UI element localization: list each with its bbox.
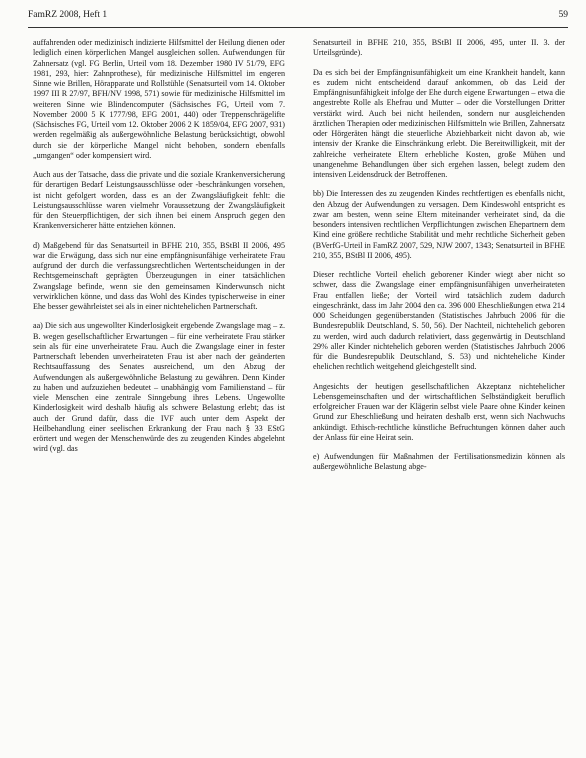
paragraph: d) Maßgebend für das Senatsurteil in BFHE 210, 355, BStBl II 2006, 495 war die Erwägung, dass sich nur eine empfängnisunfähige verheiratete Frau aufgrund der durch die verfassungsrechtlichen Wertentscheidungen in der Rechtsgemeinschaft geprägten Überzeugungen in einer tatsächlichen Zwangslage befinde, wenn sie den gemeinsamen Kinderwunsch nicht verwirklichen könne, und dass das Wohl des Kindes typischerweise in einer Ehe besser gewährleistet sei als in einer nichtehelichen Partnerschaft. xyxy=(33,240,285,311)
right-column xyxy=(313,38,565,473)
page-header xyxy=(28,10,568,26)
paragraph: aa) Die sich aus ungewollter Kinderlosigkeit ergebende Zwangslage mag – z. B. wegen gesellschaftlicher Erwartungen – für eine verheiratete Frau stärker sein als für eine unverheiratete Frau. Auch die Zwangslage einer in fester Partnerschaft lebenden unverheirateten Frau ist aber nach der geänderten Rechtsauffassung des Senates ausreichend, um den Abzug der Aufwendungen als außergewöhnliche Belastung zu gewähren. Denn Kinder zu haben und aufzuziehen bedeutet – unabhängig vom Familienstand – für viele Menschen eine zentrale Sinngebung ihres Lebens. Ungewollte Kinderlosigkeit wird deshalb häufig als schwere Belastung erlebt; das ist auch der Grund dafür, dass die IVF auch unter dem Aspekt der Heilbehandlung einer seelischen Erkrankung der Frau nach § 33 EStG erörtert und wegen der Menschenwürde des zu zeugenden Kindes abgelehnt wird (vgl. das xyxy=(33,321,285,454)
left-column xyxy=(33,38,285,455)
paragraph: Dieser rechtliche Vorteil ehelich geborener Kinder wiegt aber nicht so schwer, dass die Zwangslage einer empfängnisunfähigen unverheirateten Frau entfallen ließe; der Vorteil wird tatsächlich zudem dadurch eingeschränkt, dass im Jahr 2004 den ca. 396 000 Eheschließungen etwa 214 000 Scheidungen gegenüberstanden (Statistisches Jahrbuch 2006 für die Bundesrepublik Deutschland, S. 50, 56). Der Nachteil, nichtehelich geboren zu werden, wird auch dadurch relativiert, dass gegenwärtig in Deutschland 29% aller Kinder nichtehelich geboren werden (Statistisches Jahrbuch 2006 für die Bundesrepublik Deutschland, S. 53) und nichteheliche Kinder ehelichen rechtlich weitgehend gleichgestellt sind. xyxy=(313,270,565,372)
journal-reference: FamRZ 2008, Heft 1 xyxy=(28,10,108,20)
paragraph: Angesichts der heutigen gesellschaftlichen Akzeptanz nichtehelicher Lebensgemeinschaften und der wirtschaftlichen Selbständigkeit beruflich erfolgreicher Frauen war der Klägerin selbst viele Paare ohne Kinder keinen Grund zur Eheschließung und heiraten deshalb erst, wenn sich Nachwuchs ankündigt. Ethisch-rechtliche künstliche Befruchtungen können daher auch der Anlass für eine Heirat sein. xyxy=(313,381,565,442)
paragraph: Senatsurteil in BFHE 210, 355, BStBl II 2006, 495, unter II. 3. der Urteilsgründe). xyxy=(313,38,565,58)
paragraph: bb) Die Interessen des zu zeugenden Kindes rechtfertigen es ebenfalls nicht, den Abzug der Aufwendungen zu versagen. Dem Kindeswohl entspricht es zwar am besten, wenn seine Eltern miteinander verheiratet sind, da die besonders intensiven rechtlichen Verpflichtungen zwischen Ehepartnern dem Kind eine größere rechtliche Stabilität und mehr rechtliche Sicherheit geben (BVerfG-Urteil in FamRZ 2007, 529, NJW 2007, 1343; Senatsurteil in BFHE 210, 355, BStBl II 2006, 495). xyxy=(313,189,565,260)
paragraph: auffahrenden oder medizinisch indizierte Hilfsmittel der Heilung dienen oder lediglich einen körperlichen Mangel ausgleichen sollen. Aufwendungen für Zahnersatz (vgl. FG Berlin, Urteil vom 18. Dezember 1980 IV 51/79, EFG 1981, 293, hier: Zahnprothese), für medizinische Hilfsmittel im engeren Sinne wie Brillen, Hörapparate und Rollstühle (Senatsurteil vom 14. Oktober 1997 III R 27/97, BFH/NV 1998, 571) sowie für medizinische Hilfsmittel im weiteren Sinne wie Blindencomputer (Sächsisches FG, Urteil vom 7. November 2000 5 K 1777/98, EFG 2001, 440) oder Treppenschrägelifte (Sächsisches FG, Urteil vom 12. Oktober 2006 2 K 1859/04, EFG 2007, 931) werden regelmäßig als außergewöhnliche Belastung berücksichtigt, obwohl durch sie der körperliche Mangel nicht behoben, sondern ebenfalls „umgangen“ oder kompensiert wird. xyxy=(33,38,285,160)
paragraph: Auch aus der Tatsache, dass die private und die soziale Krankenversicherung für derartigen Bedarf Leistungsausschlüsse oder -beschränkungen vorsehen, ist nicht gefolgert worden, dass es an der Zwangsläufigkeit fehlt: die Leistungsausschlüsse waren vielmehr Voraussetzung der Zwangsläufigkeit für den Steuerpflichtigen, der sich ihnen bei einem Anspruch gegen den Krankenversicherer hätte entziehen können. xyxy=(33,170,285,231)
page-number: 59 xyxy=(558,10,568,20)
header-rule xyxy=(28,27,568,28)
paragraph: e) Aufwendungen für Maßnahmen der Fertilisationsmedizin können als außergewöhnliche Belastung abge- xyxy=(313,452,565,472)
paragraph: Da es sich bei der Empfängnisunfähigkeit um eine Krankheit handelt, kann es zudem nicht entscheidend darauf ankommen, ob das Leid der Empfängnisunfähigkeit infolge der Ehe durch eigene Erwartungen – etwa die angestrebte Rolle als Ehefrau und Mutter – oder die Vorstellungen Dritter verstärkt wird. Auch bei nicht heilenden, sondern nur ausgleichenden ärztlichen Therapien oder medizinischen Hilfsmitteln wie Brillen, Zahnersatz oder Hörgeräten hängt die steuerliche Abziehbarkeit nicht davon ab, wie intensiv der Kranke die Einschränkung erlebt. Die Bereitwilligkeit, mit der zahlreiche verheiratete Eltern erhebliche Kosten, große Mühen und unangenehme Behandlungen über sich ergehen lassen, belegt zudem den intensiven Leidensdruck der Betroffenen. xyxy=(313,67,565,179)
